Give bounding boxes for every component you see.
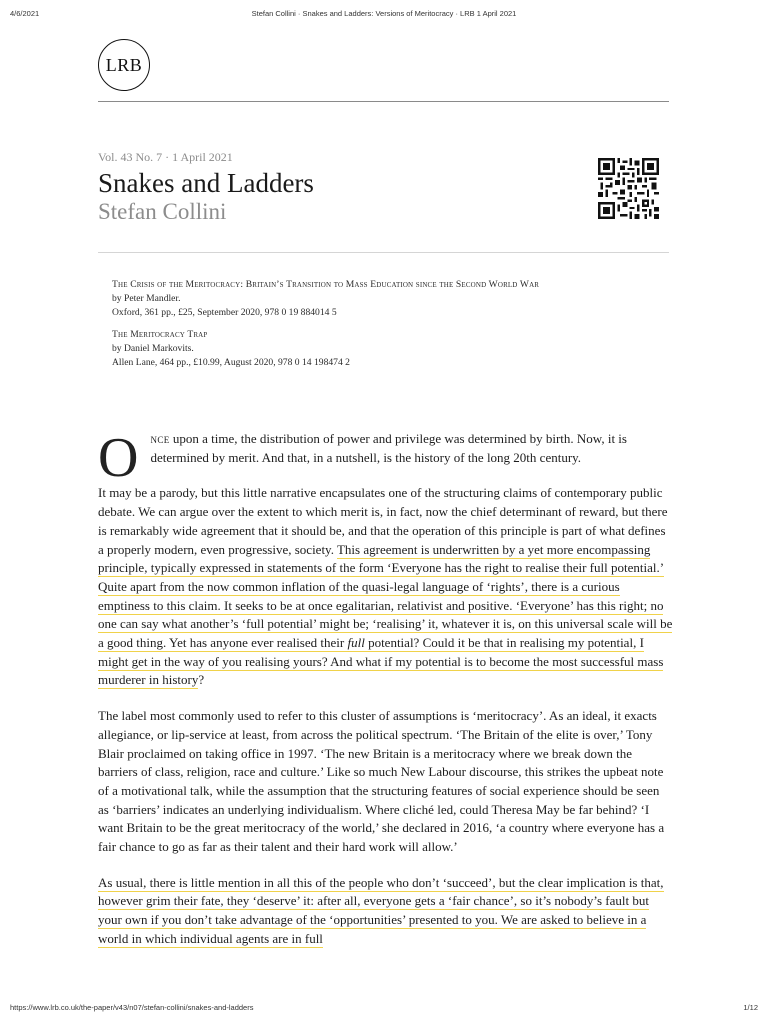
article-body	[98, 427, 673, 966]
book-author: by Daniel Markovits.	[112, 343, 194, 354]
highlighted-text[interactable]: As usual, there is little mention in all this of the people who don’t ‘succeed’, but the clear implication is that, however grim their fate, they ‘deserve’ it: after all, everyone gets a ‘fair chance’, so it’s nobody’s fault but your own if you don’t take advantage of the ‘opportunities’ presented to you. We are asked to believe in a world in which individual agents are in full	[98, 874, 664, 946]
book-author: by Peter Mandler.	[112, 293, 181, 304]
lead-in: nce	[150, 431, 170, 446]
paragraph-text: ?	[198, 672, 205, 688]
highlighted-text[interactable]: potential? Could it be that in realising my potential, I might get in the way of you realising yours? And what if my potential is to become the most successful mass murderer in history	[98, 635, 664, 688]
book-details: Allen Lane, 464 pp., £10.99, August 2020, 978 0 14 198474 2	[112, 357, 350, 368]
paragraph-text: It may be a parody, but this little narrative encapsulates one of the structuring claims of contemporary public debate. We can argue over the extent to which merit is, in fact, now the chief determinant of reward, but there is remarkably wide agreement that it should be, and that the operation of this principle is part of what defines a properly modern, even progressive, society.	[98, 485, 668, 557]
lrb-logo[interactable]	[98, 39, 150, 91]
book-title[interactable]: The Crisis of the Meritocracy: Britain’s Transition to Mass Education since the Second World War	[112, 279, 540, 290]
drop-cap: O	[98, 427, 139, 489]
reviewed-book	[112, 278, 539, 320]
paragraph	[98, 484, 673, 690]
paragraph	[98, 427, 673, 489]
article-author[interactable]: Stefan Collini	[98, 199, 227, 224]
highlighted-text[interactable]: This agreement is underwritten by a yet more encompassing principle, typically expressed in statements of the form ‘Everyone has the right to realise their full potential.’ Quite apart from the now common inflation of the quasi-legal language of ‘rights’, there is a curious emptiness to this claim. It seeks to be at once egalitarian, relativist and positive. ‘Everyone’ has this right; no one can say what another’s ‘full potential’ might be; ‘realising’ it, whatever it is, on this universal scale will be a good thing. Yet has anyone ever realised their	[98, 541, 673, 651]
paragraph-text: upon a time, the distribution of power and privilege was determined by birth. Now, it is determined by merit. And that, in a nutshell, is the history of the long 20th century.	[150, 431, 627, 465]
paragraph-text: The label most commonly used to refer to this cluster of assumptions is ‘meritocracy’. As an ideal, it exacts allegiance, or lip-service at least, from across the political spectrum. ‘The Britain of the elite is over,’ Tony Blair proclaimed on taking office in 1997. ‘The new Britain is a meritocracy where we break down the barriers of class, religion, race and culture.’ Like so much New Labour discourse, this strikes the upbeat note of a motivational talk, while the assumption that the structuring features of social experience should be seen as ‘barriers’ indicates an underlying individualism. Where cliché led, could Theresa May be far behind? ‘I want Britain to be the great meritocracy of the world,’ she declared in 2016, ‘a country where everyone has a fair chance to go as far as their talent and their hard work will allow.’	[98, 708, 665, 855]
page-url[interactable]: https://www.lrb.co.uk/the-paper/v43/n07/stefan-collini/snakes-and-ladders	[10, 1003, 254, 1012]
highlighted-emphasis[interactable]: full	[347, 635, 365, 651]
paragraph	[98, 874, 673, 949]
print-page-title: Stefan Collini · Snakes and Ladders: Versions of Meritocracy · LRB 1 April 2021	[251, 9, 517, 18]
page-number: 1/12	[743, 1003, 758, 1012]
reviewed-books	[112, 278, 539, 378]
section-divider	[98, 252, 669, 253]
print-date: 4/6/2021	[10, 9, 40, 18]
reviewed-book	[112, 328, 539, 370]
book-details: Oxford, 361 pp., £25, September 2020, 978 0 19 884014 5	[112, 307, 337, 318]
article-title: Snakes and Ladders	[98, 168, 314, 198]
qr-code-icon	[598, 158, 659, 219]
header-divider	[98, 101, 669, 102]
logo-text: LRB	[105, 54, 143, 75]
paragraph	[98, 707, 673, 857]
issue-info: Vol. 43 No. 7 · 1 April 2021	[98, 150, 233, 164]
book-title[interactable]: The Meritocracy Trap	[112, 329, 208, 340]
